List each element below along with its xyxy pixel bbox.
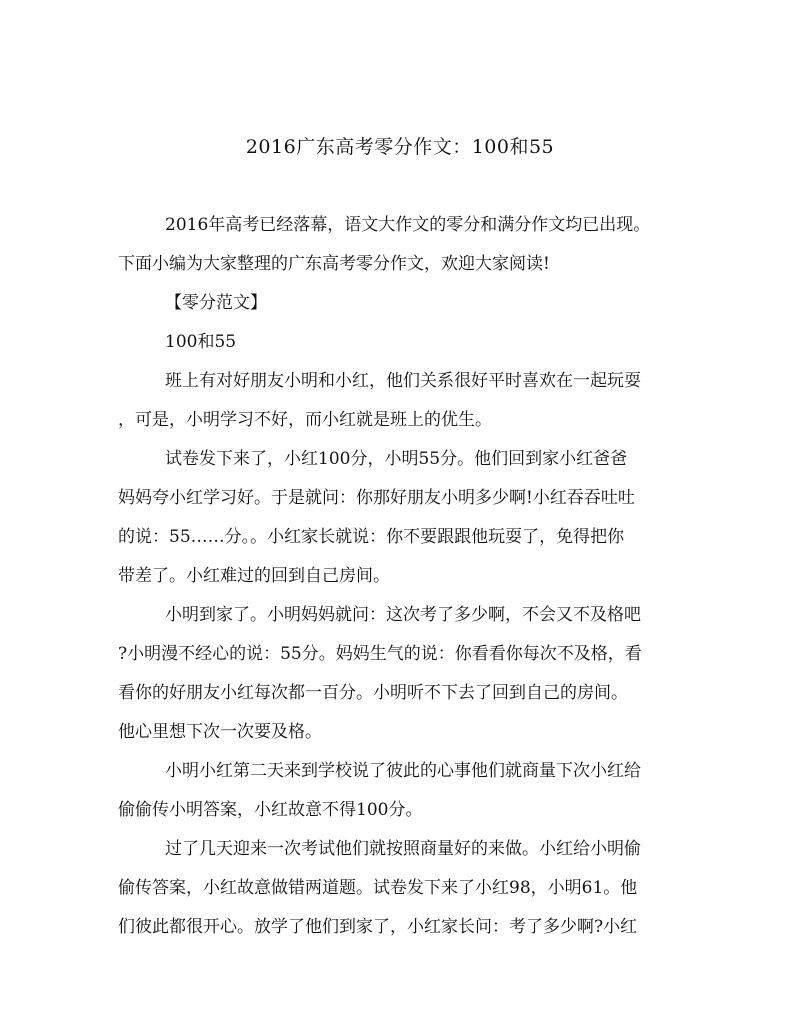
text-line: ，可是，小明学习不好，而小红就是班上的优生。 (118, 410, 492, 430)
text-line: 2016年高考已经落幕，语文大作文的零分和满分作文均已出现。 (165, 215, 651, 235)
text-line: 他心里想下次一次要及格。 (118, 722, 322, 742)
text-line: 的说：55……分。。小红家长就说：你不要跟跟他玩耍了，免得把你 (118, 527, 625, 547)
text-line: 们彼此都很开心。放学了他们到家了，小红家长问：考了多少啊?小红 (118, 917, 638, 937)
text-line: ?小明漫不经心的说：55分。妈妈生气的说：你看看你每次不及格，看 (118, 644, 642, 664)
document-title: 2016广东高考零分作文：100和55 (245, 136, 555, 158)
paragraph-body-1 (118, 362, 683, 440)
essay-title: 100和55 (165, 332, 237, 352)
text-line: 带差了。小红难过的回到自己房间。 (118, 566, 390, 586)
paragraph-section-heading (118, 284, 683, 323)
paragraph-body-5 (118, 830, 683, 947)
text-line: 过了几天迎来一次考试他们就按照商量好的来做。小红给小明偷 (165, 839, 641, 859)
text-line: 偷传答案，小红故意做错两道题。试卷发下来了小红98，小明61。他 (118, 878, 638, 898)
text-line: 妈妈夸小红学习好。于是就问：你那好朋友小明多少啊!小红吞吞吐吐 (118, 488, 635, 508)
paragraph-intro (118, 206, 683, 284)
text-line: 班上有对好朋友小明和小红，他们关系很好平时喜欢在一起玩耍 (165, 371, 641, 391)
paragraph-body-2 (118, 440, 683, 596)
paragraph-essay-title (118, 323, 683, 362)
text-line: 看你的好朋友小红每次都一百分。小明听不下去了回到自己的房间。 (118, 683, 628, 703)
text-line: 下面小编为大家整理的广东高考零分作文，欢迎大家阅读! (118, 254, 550, 274)
text-line: 小明到家了。小明妈妈就问：这次考了多少啊，不会又不及格吧 (165, 605, 641, 625)
text-line: 试卷发下来了，小红100分，小明55分。他们回到家小红爸爸 (165, 449, 628, 469)
paragraph-body-3 (118, 596, 683, 752)
paragraph-body-4 (118, 752, 683, 830)
text-line: 小明小红第二天来到学校说了彼此的心事他们就商量下次小红给 (165, 761, 641, 781)
text-line: 偷偷传小明答案，小红故意不得100分。 (118, 800, 423, 820)
section-heading: 【零分范文】 (165, 293, 267, 313)
